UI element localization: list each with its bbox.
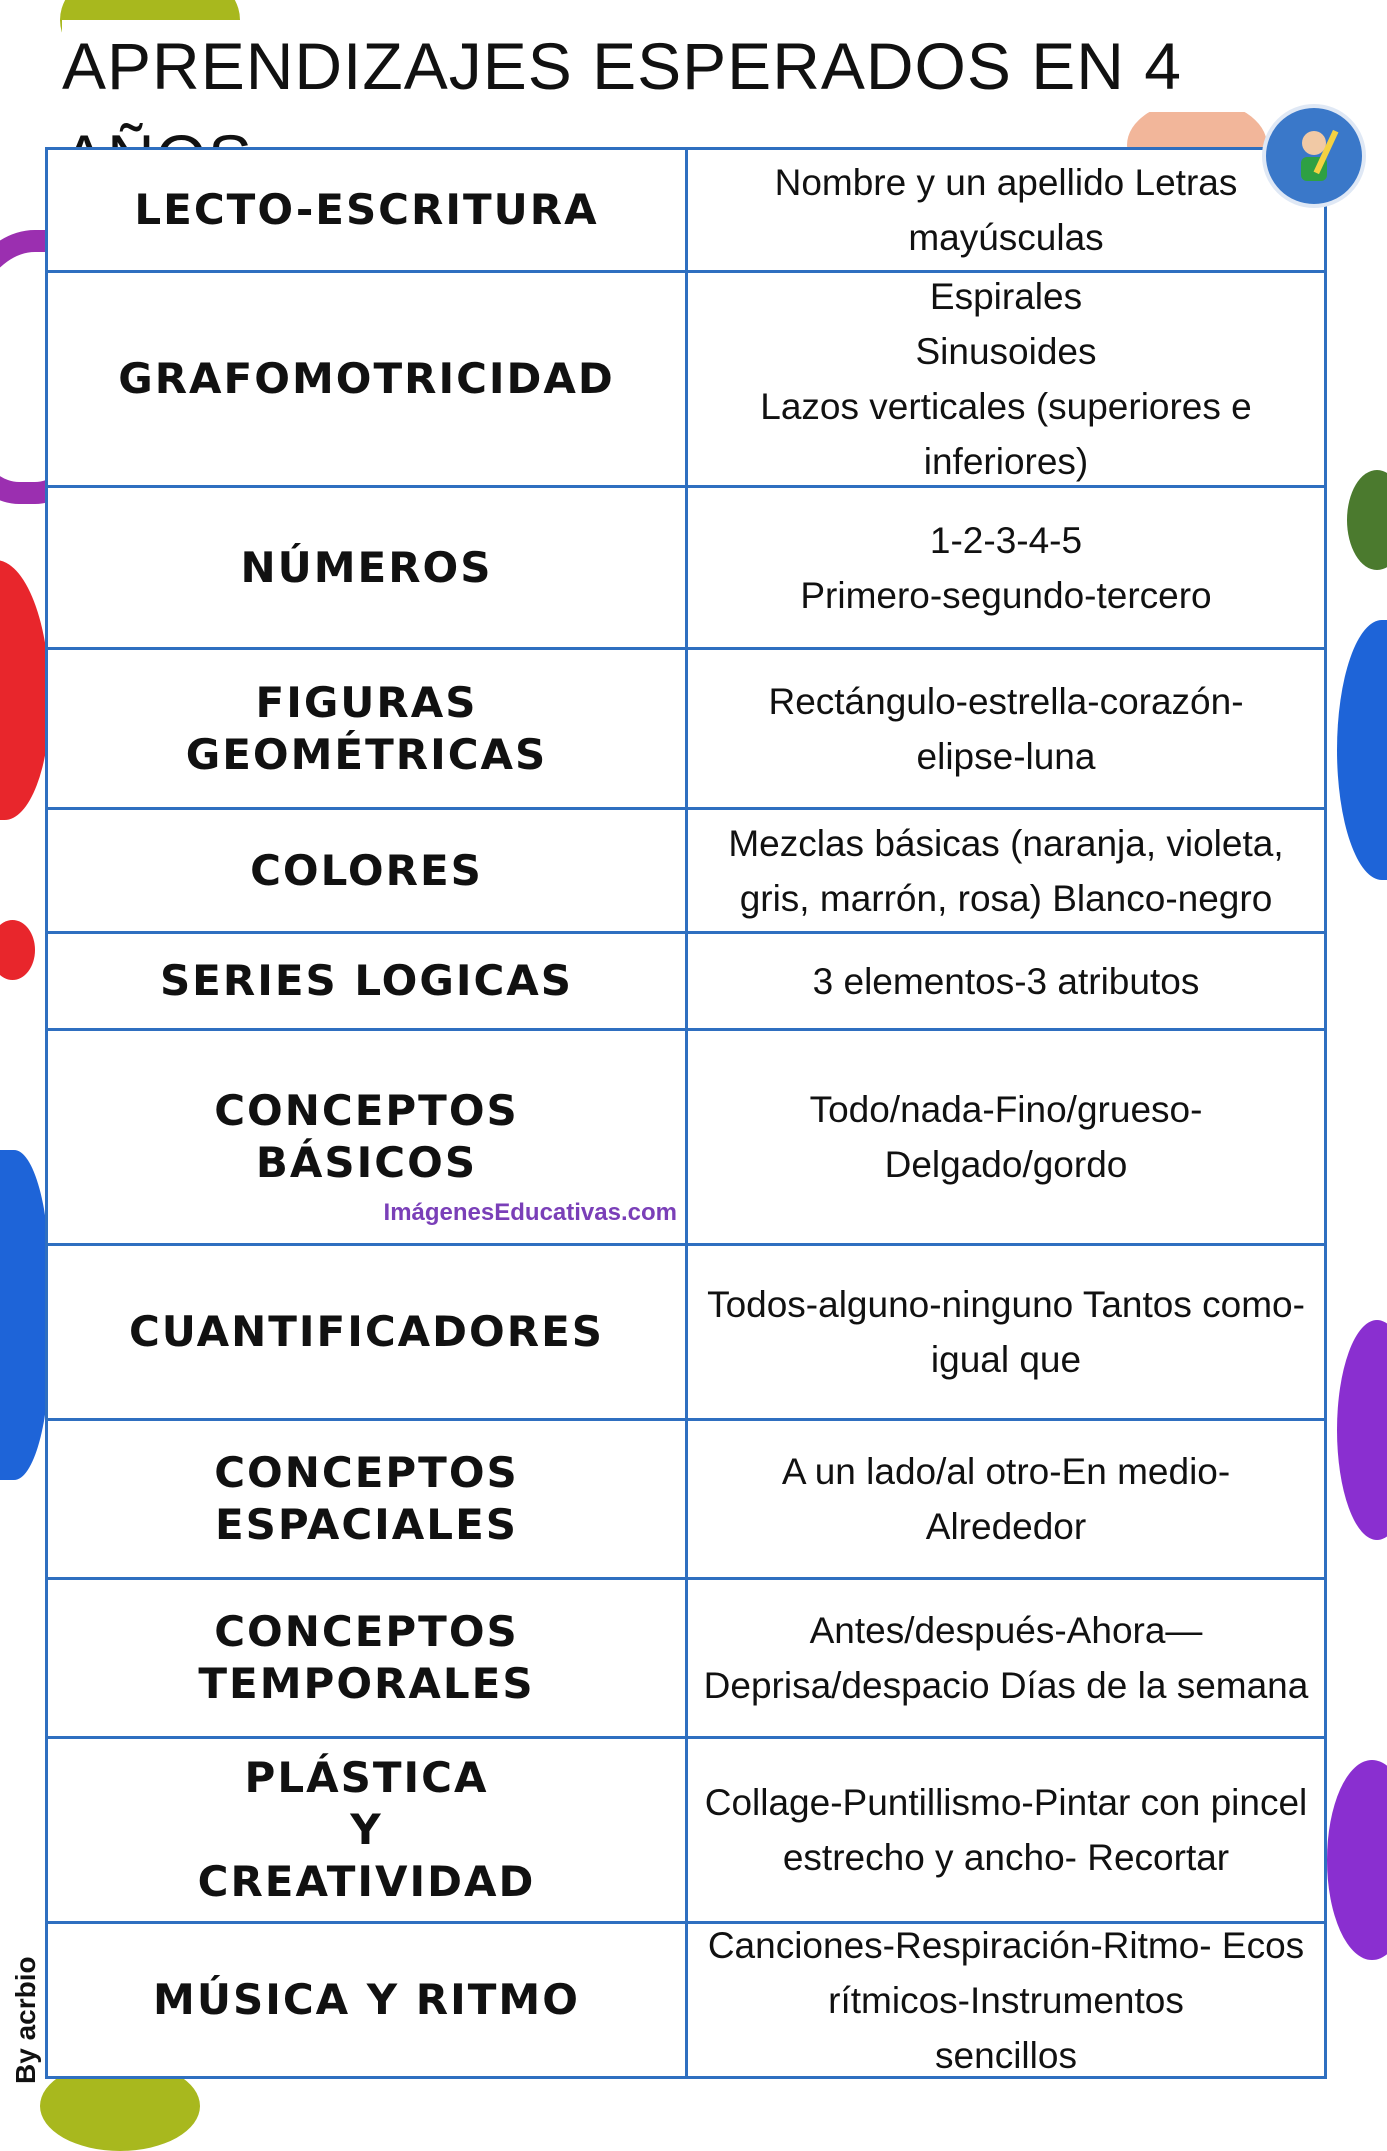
category-label: CREATIVIDAD [197,1857,536,1906]
category-cell [48,934,688,1028]
description-cell [688,488,1324,647]
description-line: A un lado/al otro-En medio- [781,1451,1231,1492]
category-cell [48,273,688,485]
description-line: gris, marrón, rosa) Blanco-negro [739,877,1273,919]
category-label: LECTO-ESCRITURA [134,185,599,234]
category-label: Y [350,1805,383,1854]
category-label: CUANTIFICADORES [128,1307,605,1356]
category-cell [48,650,688,807]
description-line: 1-2-3-4-5 [929,519,1083,561]
category-cell [48,1924,688,2076]
table-row [48,1028,1324,1243]
pencil-boy-logo-icon [1262,104,1366,208]
category-cell [48,810,688,931]
description-line: Lazos verticales (superiores e [760,386,1252,427]
description-line: igual que [930,1339,1082,1380]
category-cell [48,1246,688,1418]
category-label: ESPACIALES [214,1500,519,1549]
table-row [48,1736,1324,1921]
description-line: Delgado/gordo [884,1144,1128,1185]
description-line: inferiores) [923,441,1089,482]
purple-bottom-right-decoration [1327,1760,1387,1960]
description-line: 3 elementos-3 atributos [812,960,1200,1002]
category-label: GRAFOMOTRICIDAD [118,354,615,403]
watermark-text: ImágenesEducativas.com [383,1199,677,1226]
description-cell [688,1924,1324,2076]
table-row [48,485,1324,647]
category-label: CONCEPTOS [214,1448,519,1497]
red-dot-decoration [0,920,35,980]
description-line: Collage-Puntillismo-Pintar con pincel [704,1782,1308,1823]
table-row [48,931,1324,1028]
category-label: CONCEPTOS [214,1607,519,1656]
description-line: Espirales [929,276,1083,317]
description-line: Primero-segundo-tercero [800,574,1212,616]
category-cell [48,1031,688,1243]
category-cell [48,150,688,270]
description-cell [688,1580,1324,1736]
description-line: Antes/después-Ahora— [809,1610,1203,1651]
category-label: PLÁSTICA [244,1753,489,1802]
description-cell [688,1739,1324,1921]
category-label: MÚSICA Y RITMO [153,1975,580,2024]
category-label: COLORES [250,845,483,895]
description-cell [688,650,1324,807]
description-cell [688,1421,1324,1577]
purple-shape-right-decoration [1337,1320,1387,1540]
table-row [48,647,1324,807]
category-label: FIGURAS [255,677,478,727]
description-line: Alrededor [925,1506,1087,1547]
description-line: estrecho y ancho- Recortar [782,1837,1230,1878]
category-label: SERIES LOGICAS [159,956,574,1005]
category-cell [48,1739,688,1921]
table-row [48,1577,1324,1736]
red-shape-decoration [0,560,50,820]
author-signature: By acrbio [10,1956,41,2084]
description-line: Sinusoides [915,331,1097,372]
category-label: CONCEPTOS [214,1086,519,1135]
category-cell [48,1421,688,1577]
table-row [48,1921,1324,2076]
description-line: rítmicos-Instrumentos [828,1979,1184,2021]
description-line: Nombre y un apellido Letras [774,162,1238,203]
blue-shape-right-decoration [1337,620,1387,880]
description-line: Todos-alguno-ninguno Tantos como- [707,1284,1305,1325]
description-cell [688,1031,1324,1243]
table-row [48,807,1324,931]
table-row [48,1418,1324,1577]
category-cell [48,488,688,647]
category-label: GEOMÉTRICAS [185,729,548,779]
description-line: sencillos [935,2034,1077,2076]
table-row [48,1243,1324,1418]
category-label: TEMPORALES [198,1659,535,1708]
blue-shape-decoration [0,1150,50,1480]
category-cell [48,1580,688,1736]
description-line: Deprisa/despacio Días de la semana [703,1665,1309,1706]
description-line: Mezclas básicas (naranja, violeta, [728,822,1284,864]
table-row [48,270,1324,485]
description-cell [688,150,1324,270]
description-cell [688,273,1324,485]
description-cell [688,810,1324,931]
description-line: Canciones-Respiración-Ritmo- Ecos [707,1924,1305,1966]
table-row [48,150,1324,270]
description-line: Rectángulo-estrella-corazón- [768,680,1244,722]
category-label: NÚMEROS [240,542,493,592]
description-line: elipse-luna [916,735,1096,777]
green-right-decoration [1347,470,1387,570]
learning-table [45,147,1327,2079]
category-label: BÁSICOS [255,1138,478,1187]
description-line: mayúsculas [908,217,1104,258]
page-title: APRENDIZAJES ESPERADOS EN 4 [62,20,1332,112]
description-line: Todo/nada-Fino/grueso- [809,1089,1203,1130]
description-cell [688,934,1324,1028]
description-cell [688,1246,1324,1418]
